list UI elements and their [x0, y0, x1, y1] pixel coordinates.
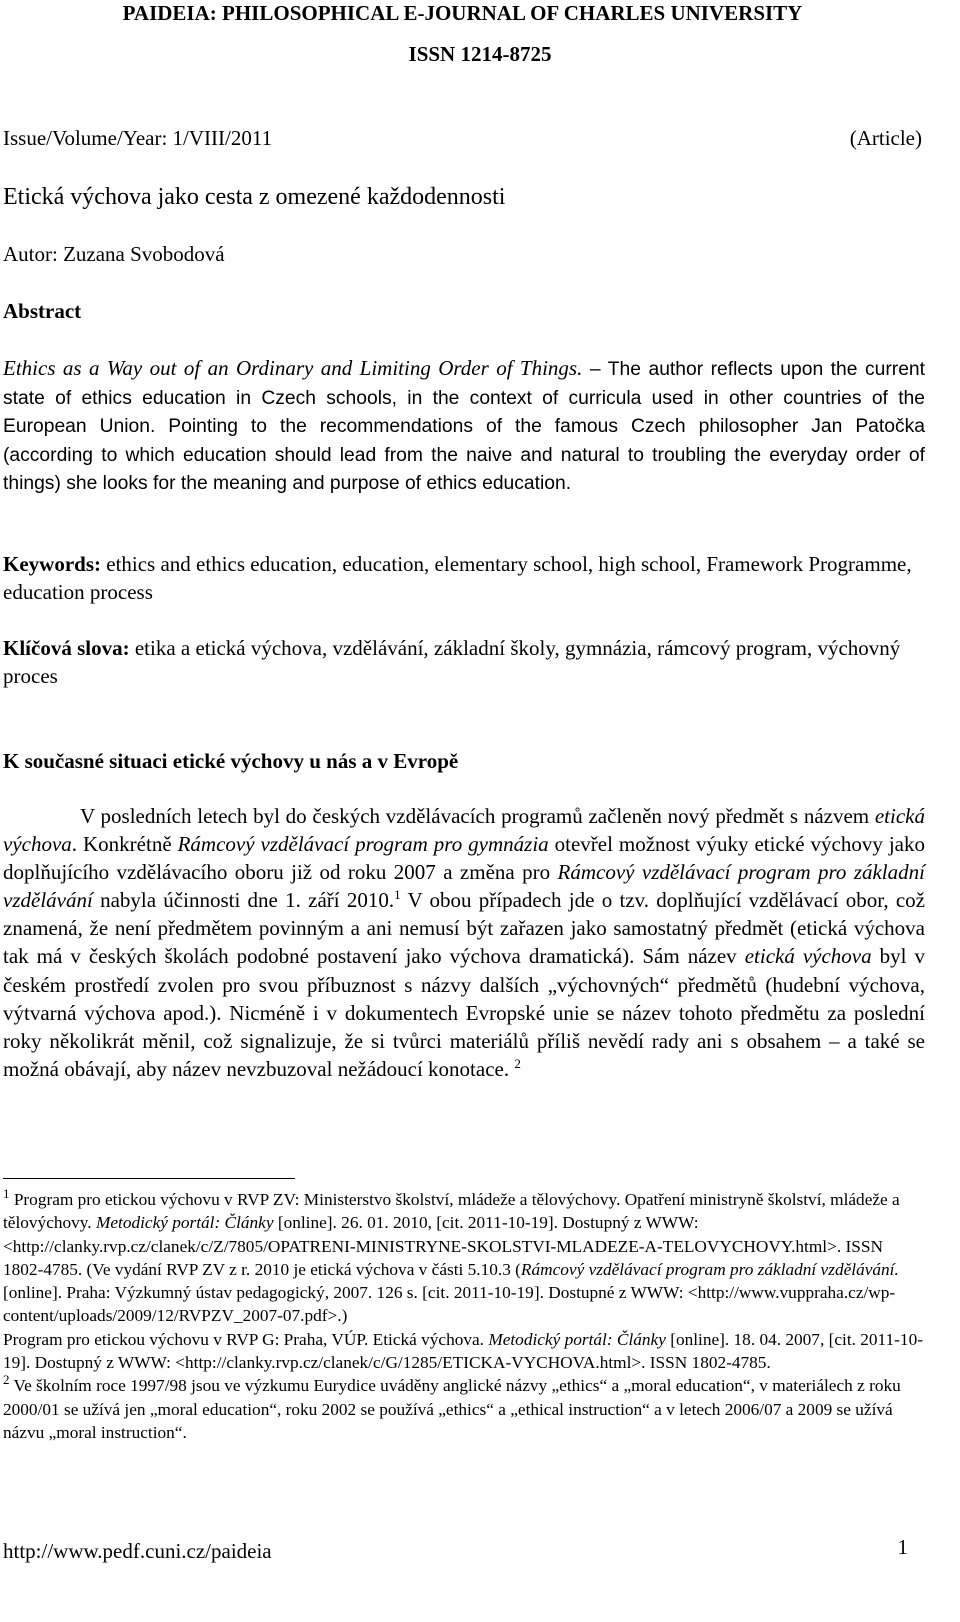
footnote-italic: Metodický portál: Články: [488, 1329, 666, 1349]
body-paragraph: [3, 802, 925, 1083]
footnote-italic: Metodický portál: Články: [95, 1213, 274, 1233]
footnotes: [3, 1188, 925, 1444]
body-text-run: . Konkrétně: [71, 832, 178, 857]
body-text-run: nabyla účinnosti dne 1. září 2010.: [92, 888, 395, 913]
footnote-1: [3, 1188, 925, 1328]
article-title: Etická výchova jako cesta z omezené každodennosti: [3, 184, 506, 210]
footer-url-link[interactable]: http://www.pedf.cuni.cz/paideia: [3, 1539, 272, 1563]
footnote-italic: Rámcový vzdělávací program pro základní vzdělávání.: [520, 1259, 899, 1279]
body-text-run: V obou případech jde o tzv. doplňující vzdělávací obor, což znamená, že není předmětem povinným a ani nemusí být zařazen jako samostatný předmět (etická výchova tak má v českých školách podobné postavení jako výchova dramatická). Sám název: [3, 888, 925, 969]
footnote-text: [online]. 26. 01. 2010, [cit. 2011-10-19]. Dostupný z WWW: <http://clanky.rvp.cz/clanek/c/Z/7805/OPATRENI-MINISTRYNE-SKOLSTVI-MLADEZE-A-TELOVYCHOVY.html>. ISSN 1802-4785. (Ve vydání RVP ZV z r. 2010 je etická výchova v části 5.10.3 (: [3, 1213, 883, 1279]
footnote-text: Program pro etickou výchovu v RVP ZV: Ministerstvo školství, mládeže a tělovýchovy. Opatření ministryně školství, mládeže a tělovýchovy.: [3, 1190, 900, 1233]
body-italic-run: etická výchova: [744, 944, 872, 969]
footnote-2: [3, 1374, 925, 1444]
footnote-text: Ve školním roce 1997/98 jsou ve výzkumu Eurydice uváděny anglické názvy „ethics“ a „moral education“, v materiálech z roku 2000/01 se užívá jen „moral education“, roku 2002 se používá „ethics“ a „ethical instruction“ a v letech 2006/07 a 2009 se užívá názvu „moral instruction“.: [3, 1376, 901, 1442]
footnote-text: [online]. Praha: Výzkumný ústav pedagogický, 2007. 126 s. [cit. 2011-10-19]. Dostupné z WWW: <http://www.vuppraha.cz/wp-content/uploads/2009/12/RVPZV_2007-07.pdf>.): [3, 1283, 896, 1326]
body-text-run: otevřel možnost výuky etické výchovy jako doplňujícího vzdělávacího oboru již od roku 2007 a změna pro: [3, 832, 925, 885]
page-number: 1: [897, 1535, 908, 1559]
body-text-run: byl v českém prostředí zvolen pro svou příbuznost s názvy dalších „výchovných“ předmětů (hudební výchova, výtvarná výchova apod.). Nicméně i v dokumentech Evropské unie se název tohoto předmětu za poslední roky několikrát měnil, což signalizuje, že si tvůrci materiálů příliš nevědí rady ani s obsahem – a také se možná obávají, aby název nevzbuzoval nežádoucí konotace.: [3, 944, 926, 1081]
abstract-paragraph: [3, 354, 925, 499]
klicova-slova-text: etika a etická výchova, vzdělávání, základní školy, gymnázia, rámcový program, výchovný proces: [3, 636, 901, 688]
footnote-text: Program pro etickou výchovu v RVP G: Praha, VÚP. Etická výchova.: [3, 1329, 489, 1349]
article-author: Autor: Zuzana Svobodová: [3, 242, 225, 266]
abstract-body: – The author reflects upon the current state of ethics education in Czech schools, in the context of curricula used in other countries of the European Union. Pointing to the recommendations of the famous Czech philosopher Jan Patočka (according to which education should lead from the naive and natural to troubling the everyday order of things) she looks for the meaning and purpose of ethics education.: [3, 359, 925, 494]
body-italic-run: Rámcový vzdělávací program pro gymnázia: [177, 832, 549, 857]
footnote-ref-1[interactable]: 1: [394, 887, 401, 903]
section-heading: K současné situaci etické výchovy u nás a v Evropě: [3, 749, 459, 773]
journal-title: PAIDEIA: PHILOSOPHICAL E-JOURNAL OF CHARLES UNIVERSITY: [122, 1, 803, 25]
keywords-label: Keywords:: [3, 552, 101, 576]
keywords-text: ethics and ethics education, education, elementary school, high school, Framework Programme, education process: [3, 552, 912, 604]
klicova-slova: [3, 634, 925, 690]
klicova-slova-label: Klíčová slova:: [3, 636, 130, 660]
footnote-ref-2[interactable]: 2: [514, 1055, 521, 1071]
body-text-run: V posledních letech byl do českých vzdělávacích programů začleněn nový předmět s názvem: [80, 804, 875, 828]
keywords: [3, 550, 925, 606]
footnote-number: 2: [3, 1372, 10, 1388]
body-italic-run: Rámcový vzdělávací program pro základní vzdělávání: [3, 860, 925, 913]
footnote-number: 1: [3, 1186, 10, 1202]
issue-volume-year: Issue/Volume/Year: 1/VIII/2011: [3, 126, 273, 150]
abstract-english-title: Ethics as a Way out of an Ordinary and Limiting Order of Things.: [3, 356, 583, 380]
footnote-separator: [3, 1178, 295, 1179]
footnote-1-continued: [3, 1328, 925, 1375]
abstract-heading: Abstract: [3, 299, 82, 323]
footnote-text: [online]. 18. 04. 2007, [cit. 2011-10-19]. Dostupný z WWW: <http://clanky.rvp.cz/clanek/c/G/1285/ETICKA-VYCHOVA.html>. ISSN 1802-4785.: [3, 1329, 923, 1373]
journal-issn: ISSN 1214-8725: [408, 42, 552, 66]
body-italic-run: etická výchova: [3, 804, 925, 857]
article-type: (Article): [849, 126, 922, 150]
